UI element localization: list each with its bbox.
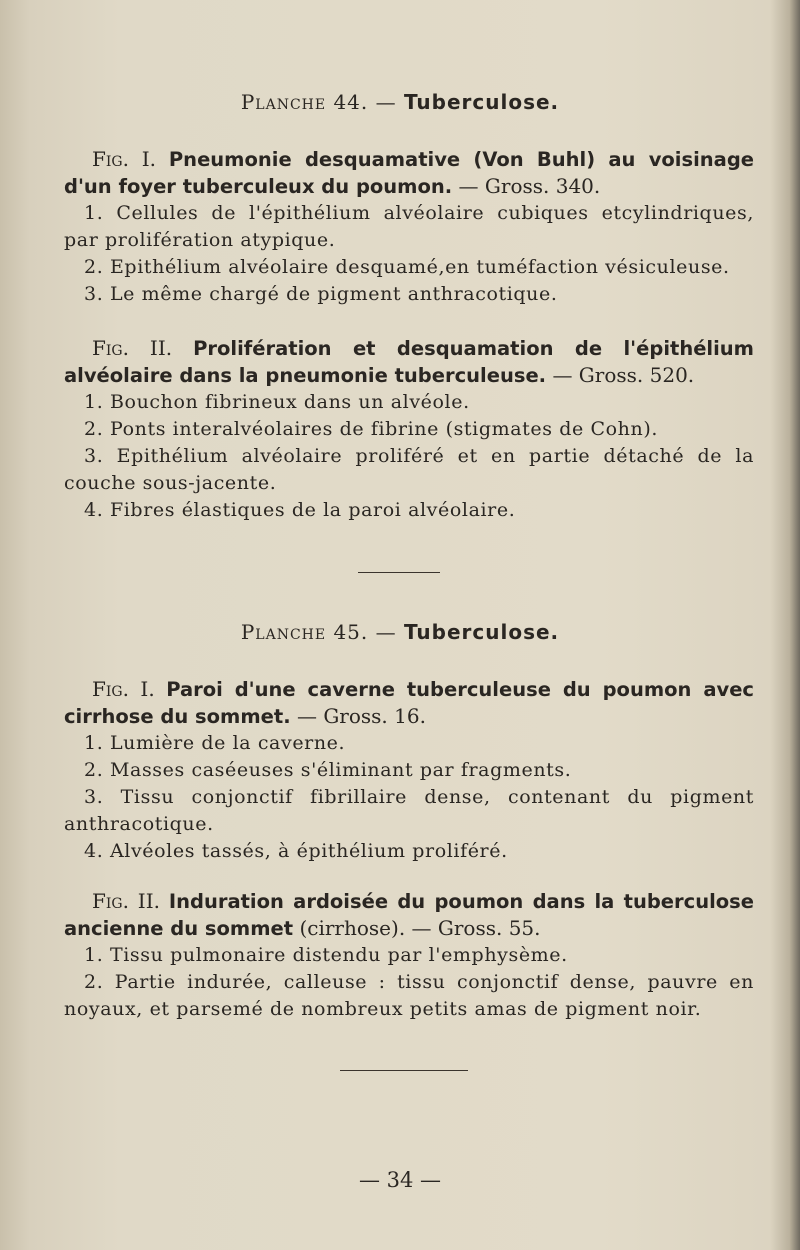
figure-caption	[64, 676, 754, 730]
figure-45-1	[64, 676, 754, 865]
plate-label: Planche 45.	[240, 620, 369, 644]
page-number: — 34 —	[358, 1168, 442, 1192]
legend-item: 2. Ponts interalvéolaires de fibrine (stigmates de Cohn).	[84, 418, 658, 440]
figure-title: Induration ardoisée du poumon dans la tuberculose ancienne du sommet	[64, 890, 754, 940]
heading-dash: —	[368, 90, 404, 114]
figure-caption	[64, 888, 754, 942]
plate-title: Tuberculose.	[403, 90, 560, 114]
figure-caption	[64, 146, 754, 200]
section-divider	[340, 1070, 468, 1071]
plate-label: Planche 44.	[240, 90, 369, 114]
figure-magnification: — Gross. 16.	[290, 704, 426, 728]
figure-label: Fig. II.	[92, 889, 160, 913]
legend-item: 3. Tissu conjonctif fibrillaire dense, contenant du pigment anthracotique.	[64, 786, 754, 835]
figure-45-2	[64, 888, 754, 1023]
legend-item: 3. Epithélium alvéolaire proliféré et en partie détaché de la couche sous-jacente.	[64, 445, 754, 494]
legend-item: 4. Fibres élastiques de la paroi alvéolaire.	[84, 499, 516, 521]
figure-magnification: — Gross. 520.	[546, 363, 695, 387]
figure-title: Prolifération et desquamation de l'épithélium alvéolaire dans la pneumonie tuberculeuse.	[64, 337, 755, 387]
figure-44-2	[64, 335, 754, 524]
legend-item: 2. Masses caséeuses s'éliminant par fragments.	[84, 759, 572, 781]
legend-item: 3. Le même chargé de pigment anthracotique.	[84, 283, 558, 305]
legend-item: 1. Tissu pulmonaire distendu par l'emphysème.	[84, 944, 568, 966]
figure-44-1	[64, 146, 754, 308]
plate-title: Tuberculose.	[403, 620, 560, 644]
figure-magnification: — Gross. 340.	[452, 174, 601, 198]
figure-title: Paroi d'une caverne tuberculeuse du poumon avec cirrhose du sommet.	[64, 678, 754, 728]
plate-44-heading	[0, 90, 800, 114]
figure-magnification: — Gross. 55.	[405, 916, 541, 940]
section-divider	[358, 572, 440, 573]
figure-label: Fig. I.	[92, 147, 157, 171]
plate-45-heading	[0, 620, 800, 644]
figure-label: Fig. I.	[92, 677, 155, 701]
legend-item: 1. Bouchon fibrineux dans un alvéole.	[84, 391, 470, 413]
legend-item: 2. Epithélium alvéolaire desquamé,en tuméfaction vésiculeuse.	[84, 256, 730, 278]
figure-title: Pneumonie desquamative (Von Buhl) au voisinage d'un foyer tuberculeux du poumon.	[64, 148, 754, 198]
legend-item: 2. Partie indurée, calleuse : tissu conjonctif dense, pauvre en noyaux, et parsemé de nombreux petits amas de pigment noir.	[64, 971, 754, 1020]
figure-caption	[64, 335, 754, 389]
heading-dash: —	[368, 620, 404, 644]
figure-label: Fig. II.	[92, 336, 173, 360]
legend-item: 1. Cellules de l'épithélium alvéolaire cubiques etcylindriques, par prolifération atypique.	[64, 202, 754, 251]
legend-item: 1. Lumière de la caverne.	[84, 732, 346, 754]
figure-title-tail: (cirrhose).	[299, 916, 406, 940]
legend-item: 4. Alvéoles tassés, à épithélium proliféré.	[84, 840, 508, 862]
